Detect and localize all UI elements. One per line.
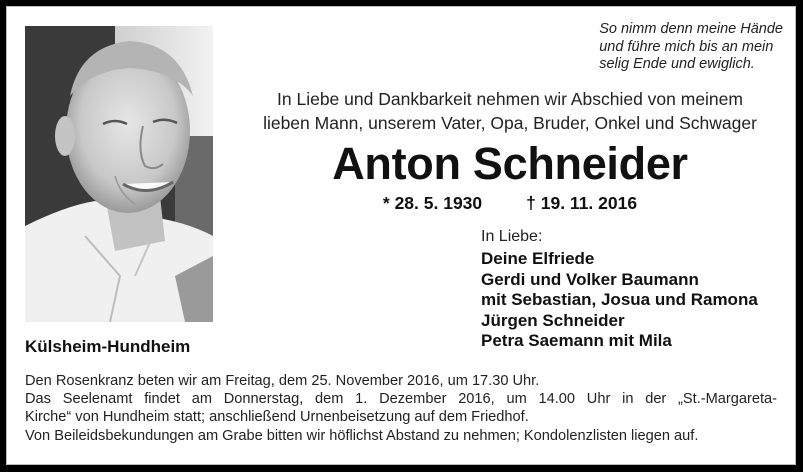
intro-line: lieben Mann, unserem Vater, Opa, Bruder, Onkel und Schwager (263, 113, 757, 133)
notice-line: Kirche“ von Hundheim statt; anschließend Urnenbeisetzung auf dem Friedhof. (25, 409, 529, 426)
poem-line: und führe mich bis an mein (599, 38, 774, 55)
notice-line: Von Beileidsbekundungen am Grabe bitten wir höflichst Abstand zu nehmen; Kondolenzlisten liegen auf. (25, 427, 699, 444)
mourner-name: Deine Elfriede (481, 249, 595, 268)
poem-verse (599, 21, 783, 74)
intro-line: In Liebe und Dankbarkeit nehmen wir Abschied von meinem (277, 89, 743, 109)
mourners-heading: In Liebe: (481, 228, 543, 245)
mourner-name: Jürgen Schneider (481, 310, 625, 330)
notice-line: Das Seelenamt findet am Donnerstag, dem 1. Dezember 2016, um 14.00 Uhr in der „St.-Margareta- (25, 391, 777, 408)
intro-text (236, 87, 784, 135)
location-label: Külsheim-Hundheim (25, 337, 191, 356)
notice-line: Den Rosenkranz beten wir am Freitag, dem 25. November 2016, um 17.30 Uhr. (25, 373, 540, 389)
mourner-name: Petra Saemann mit Mila (481, 331, 672, 351)
deceased-name: Anton Schneider (332, 138, 688, 189)
poem-line: selig Ende und ewiglich. (599, 56, 755, 72)
birth-date: * 28. 5. 1930 (382, 193, 483, 213)
mourners-list (481, 249, 758, 352)
death-date: † 19. 11. 2016 (526, 193, 638, 213)
mourner-name: mit Sebastian, Josua und Ramona (481, 290, 758, 310)
service-notices (25, 372, 777, 445)
portrait-image (25, 26, 213, 322)
life-dates (236, 192, 784, 214)
portrait-photo (25, 26, 213, 322)
mourner-name: Gerdi und Volker Baumann (481, 269, 699, 289)
poem-line: So nimm denn meine Hände (599, 21, 783, 37)
